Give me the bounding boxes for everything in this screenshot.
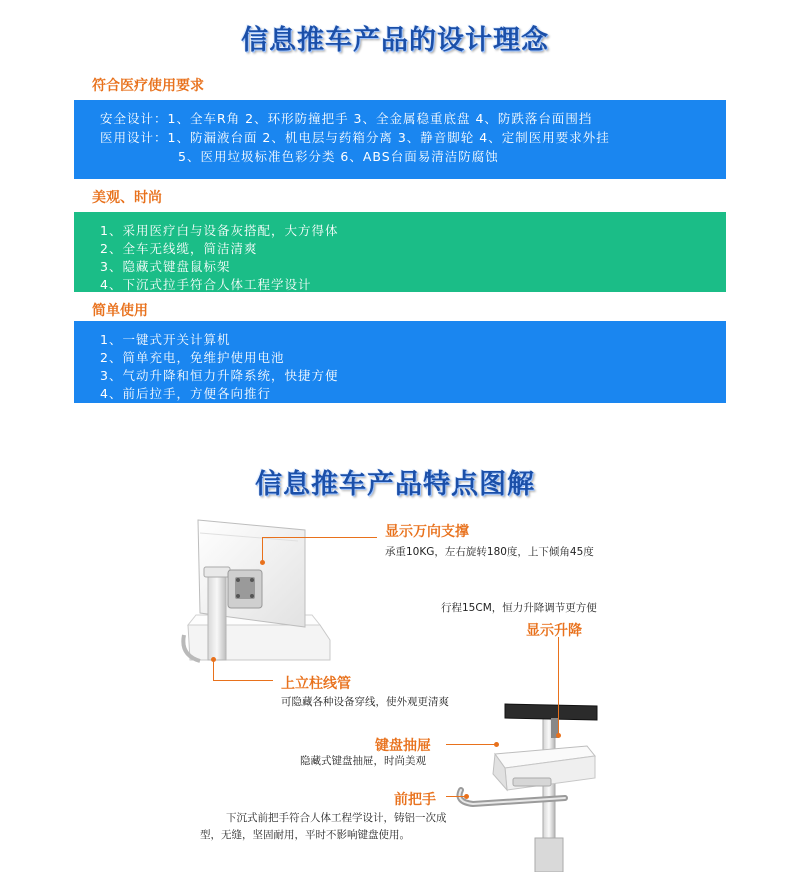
leader-dot: [464, 794, 469, 799]
band-line: 2、简单充电，免维护使用电池: [100, 350, 285, 365]
band-line: 3、隐藏式键盘鼠标架: [100, 259, 231, 274]
leader-line: [213, 660, 214, 681]
callout-title-front-handle: 前把手: [394, 792, 436, 808]
leader-line: [213, 680, 273, 681]
leader-line: [262, 537, 263, 562]
leader-line: [558, 637, 559, 735]
leader-dot: [556, 733, 561, 738]
leader-line: [262, 537, 377, 538]
cart-full-illustration: [455, 698, 605, 872]
callout-title-cable-post: 上立柱线管: [281, 676, 351, 692]
section-heading-easy-use: 简单使用: [92, 303, 148, 319]
band-line: 2、全车无线缆，简洁清爽: [100, 241, 258, 256]
leader-line: [446, 744, 496, 745]
leader-dot: [494, 742, 499, 747]
callout-title-height-adjust: 显示升降: [526, 623, 582, 639]
band-line: 1、采用医疗白与设备灰搭配，大方得体: [100, 223, 339, 238]
leader-dot: [211, 657, 216, 662]
section-band-medical: [74, 100, 726, 179]
section-heading-style: 美观、时尚: [92, 190, 162, 206]
band-line: 安全设计：1、全车R角 2、环形防撞把手 3、全金属稳重底盘 4、防跌落台面围挡: [100, 111, 593, 126]
callout-text-monitor-mount: 承重10KG，左右旋转180度，上下倾角45度: [385, 546, 594, 558]
band-line: 4、前后拉手，方便各向推行: [100, 386, 271, 401]
band-line: 医用设计：1、防漏液台面 2、机电层与药箱分离 3、静音脚轮 4、定制医用要求外挂: [100, 130, 610, 145]
callout-title-keyboard-drawer: 键盘抽屉: [375, 738, 431, 754]
band-line: 3、气动升降和恒力升降系统，快捷方便: [100, 368, 339, 383]
callout-text-height-adjust: 行程15CM，恒力升降调节更方便: [441, 602, 597, 614]
design-concept-title: 信息推车产品的设计理念: [241, 25, 549, 56]
callout-text-front-handle: 下沉式前把手符合人体工程学设计，铸铝一次成: [226, 812, 447, 824]
leader-line: [446, 796, 466, 797]
section-band-style: [74, 212, 726, 292]
section-heading-medical: 符合医疗使用要求: [92, 78, 204, 94]
callout-text-cable-post: 可隐藏各种设备穿线，使外观更清爽: [281, 696, 449, 708]
callout-text-front-handle-2: 型，无缝，坚固耐用，平时不影响键盘使用。: [200, 829, 410, 841]
leader-dot: [260, 560, 265, 565]
section-band-easy-use: [74, 321, 726, 403]
band-line: 5、医用垃圾标准色彩分类 6、ABS台面易清洁防腐蚀: [178, 149, 499, 164]
band-line: 4、下沉式拉手符合人体工程学设计: [100, 277, 312, 292]
callout-title-monitor-mount: 显示万向支撑: [385, 524, 469, 540]
band-line: 1、一键式开关计算机: [100, 332, 231, 347]
callout-text-keyboard-drawer: 隐藏式键盘抽屉，时尚美观: [300, 755, 426, 767]
features-title: 信息推车产品特点图解: [255, 469, 535, 500]
